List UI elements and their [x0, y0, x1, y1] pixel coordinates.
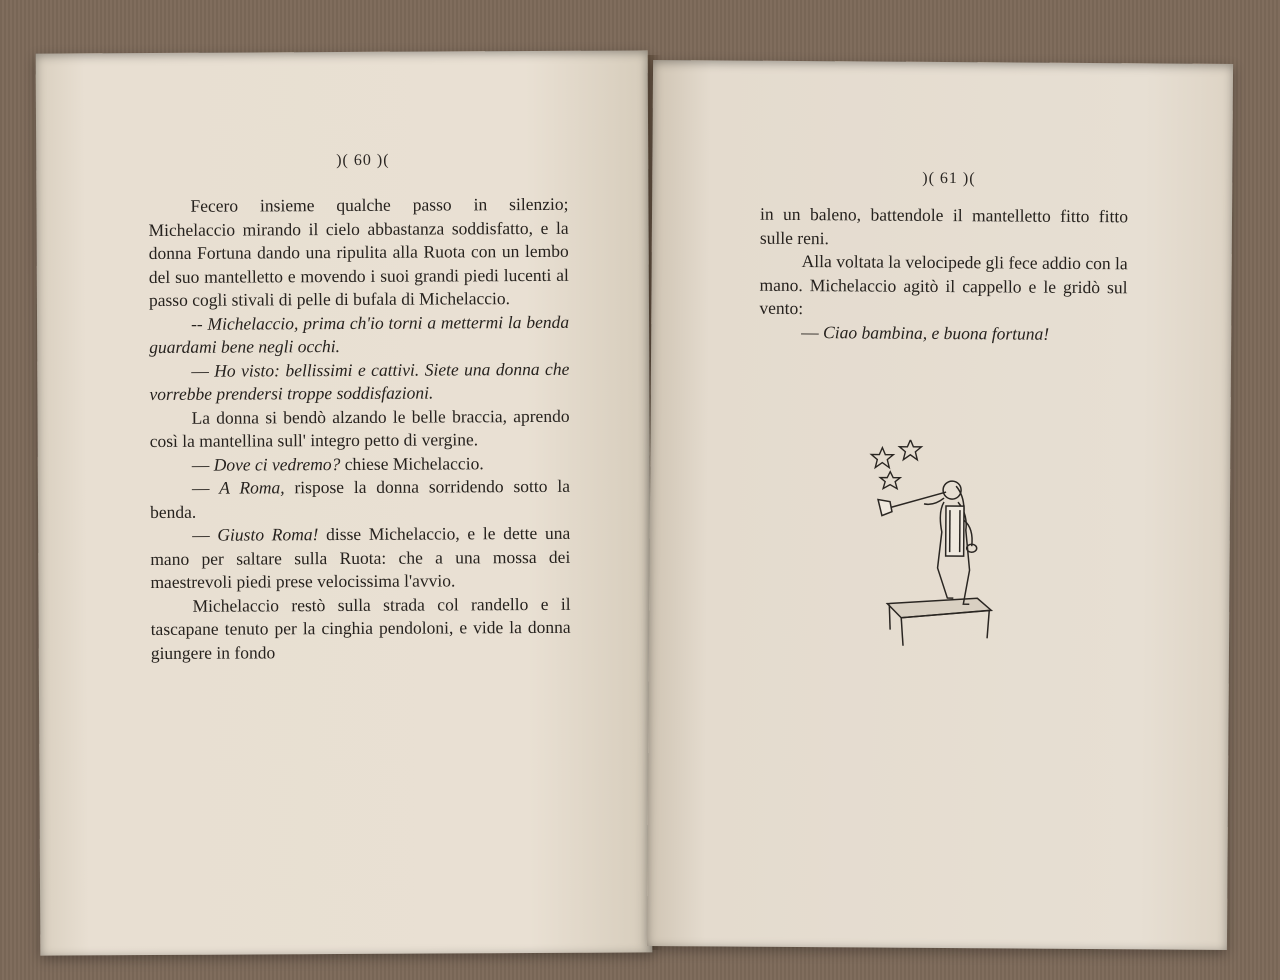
paragraph [150, 475, 570, 524]
text-run: rispose la donna sorridendo sotto la benda. [149, 475, 570, 522]
paragraph [149, 404, 569, 453]
text-run: — [192, 524, 218, 545]
left-page-text [148, 193, 570, 665]
text-run: in un baleno, battendole il mantelletto fitto fitto sulle reni. [759, 203, 1129, 248]
italic-text: A Roma, [219, 477, 285, 498]
italic-text: Ciao bambina, e buona fortuna! [823, 321, 1050, 344]
trumpeter-illustration [859, 439, 1000, 650]
right-page [647, 60, 1233, 950]
paragraph [150, 522, 570, 595]
paragraph [759, 250, 1127, 323]
text-run: — [191, 454, 214, 475]
text-run: La donna si bendò alzando le belle braccia, aprendo così la mantellina sull' integro petto di vergine. [149, 405, 570, 452]
paragraph [150, 592, 570, 665]
paragraph [148, 193, 569, 313]
italic-text: Dove ci vedremo? [213, 453, 341, 475]
stars-icon [871, 440, 921, 489]
text-run: — [801, 321, 824, 342]
paragraph [759, 320, 1127, 346]
table-icon [887, 598, 991, 647]
paragraph [149, 310, 569, 359]
text-run: Alla voltata la velocipede gli fece addio con la mano. Michelaccio agitò il cappello e le gridò sul vento: [759, 251, 1128, 319]
italic-text: Giusto Roma! [217, 524, 319, 545]
text-run: -- [191, 313, 208, 334]
text-run: Fecero insieme qualche passo in silenzio; Michelaccio mirando il cielo abbastanza soddisfatto, e la donna Fortuna dando una ripulita alla Ruota con un lembo del suo mantelletto e movendo i suoi grandi piedi lucenti al passo cogli stivali di pelle di bufala di Michelaccio. [148, 193, 569, 311]
paragraph [760, 203, 1128, 253]
page-number-left: )( 60 )( [336, 151, 390, 170]
page-number-right: )( 61 )( [922, 169, 976, 188]
italic-text: Ho visto: bellissimi e cattivi. Siete una donna che vorrebbe prendersi troppe soddisfazioni. [149, 358, 570, 405]
left-page [36, 50, 653, 955]
italic-text: Michelaccio, prima ch'io torni a mettermi la benda guardami bene negli occhi. [149, 311, 570, 358]
text-run: — [191, 477, 220, 498]
text-run: Michelaccio restò sulla strada col randello e il tascapane tenuto per la cinghia pendoloni, e vide la donna giungere in fondo [150, 593, 571, 663]
text-run: chiese Michelaccio. [340, 452, 484, 474]
right-page-text [759, 203, 1128, 347]
figure-icon [877, 481, 977, 605]
paragraph [150, 451, 570, 477]
text-run: — [191, 360, 215, 381]
paragraph [149, 357, 569, 406]
text-run: disse Michelaccio, e le dette una mano per saltare sulla Ruota: che a una mossa dei maestrevoli piedi prese velocissima l'avvio. [150, 522, 571, 593]
